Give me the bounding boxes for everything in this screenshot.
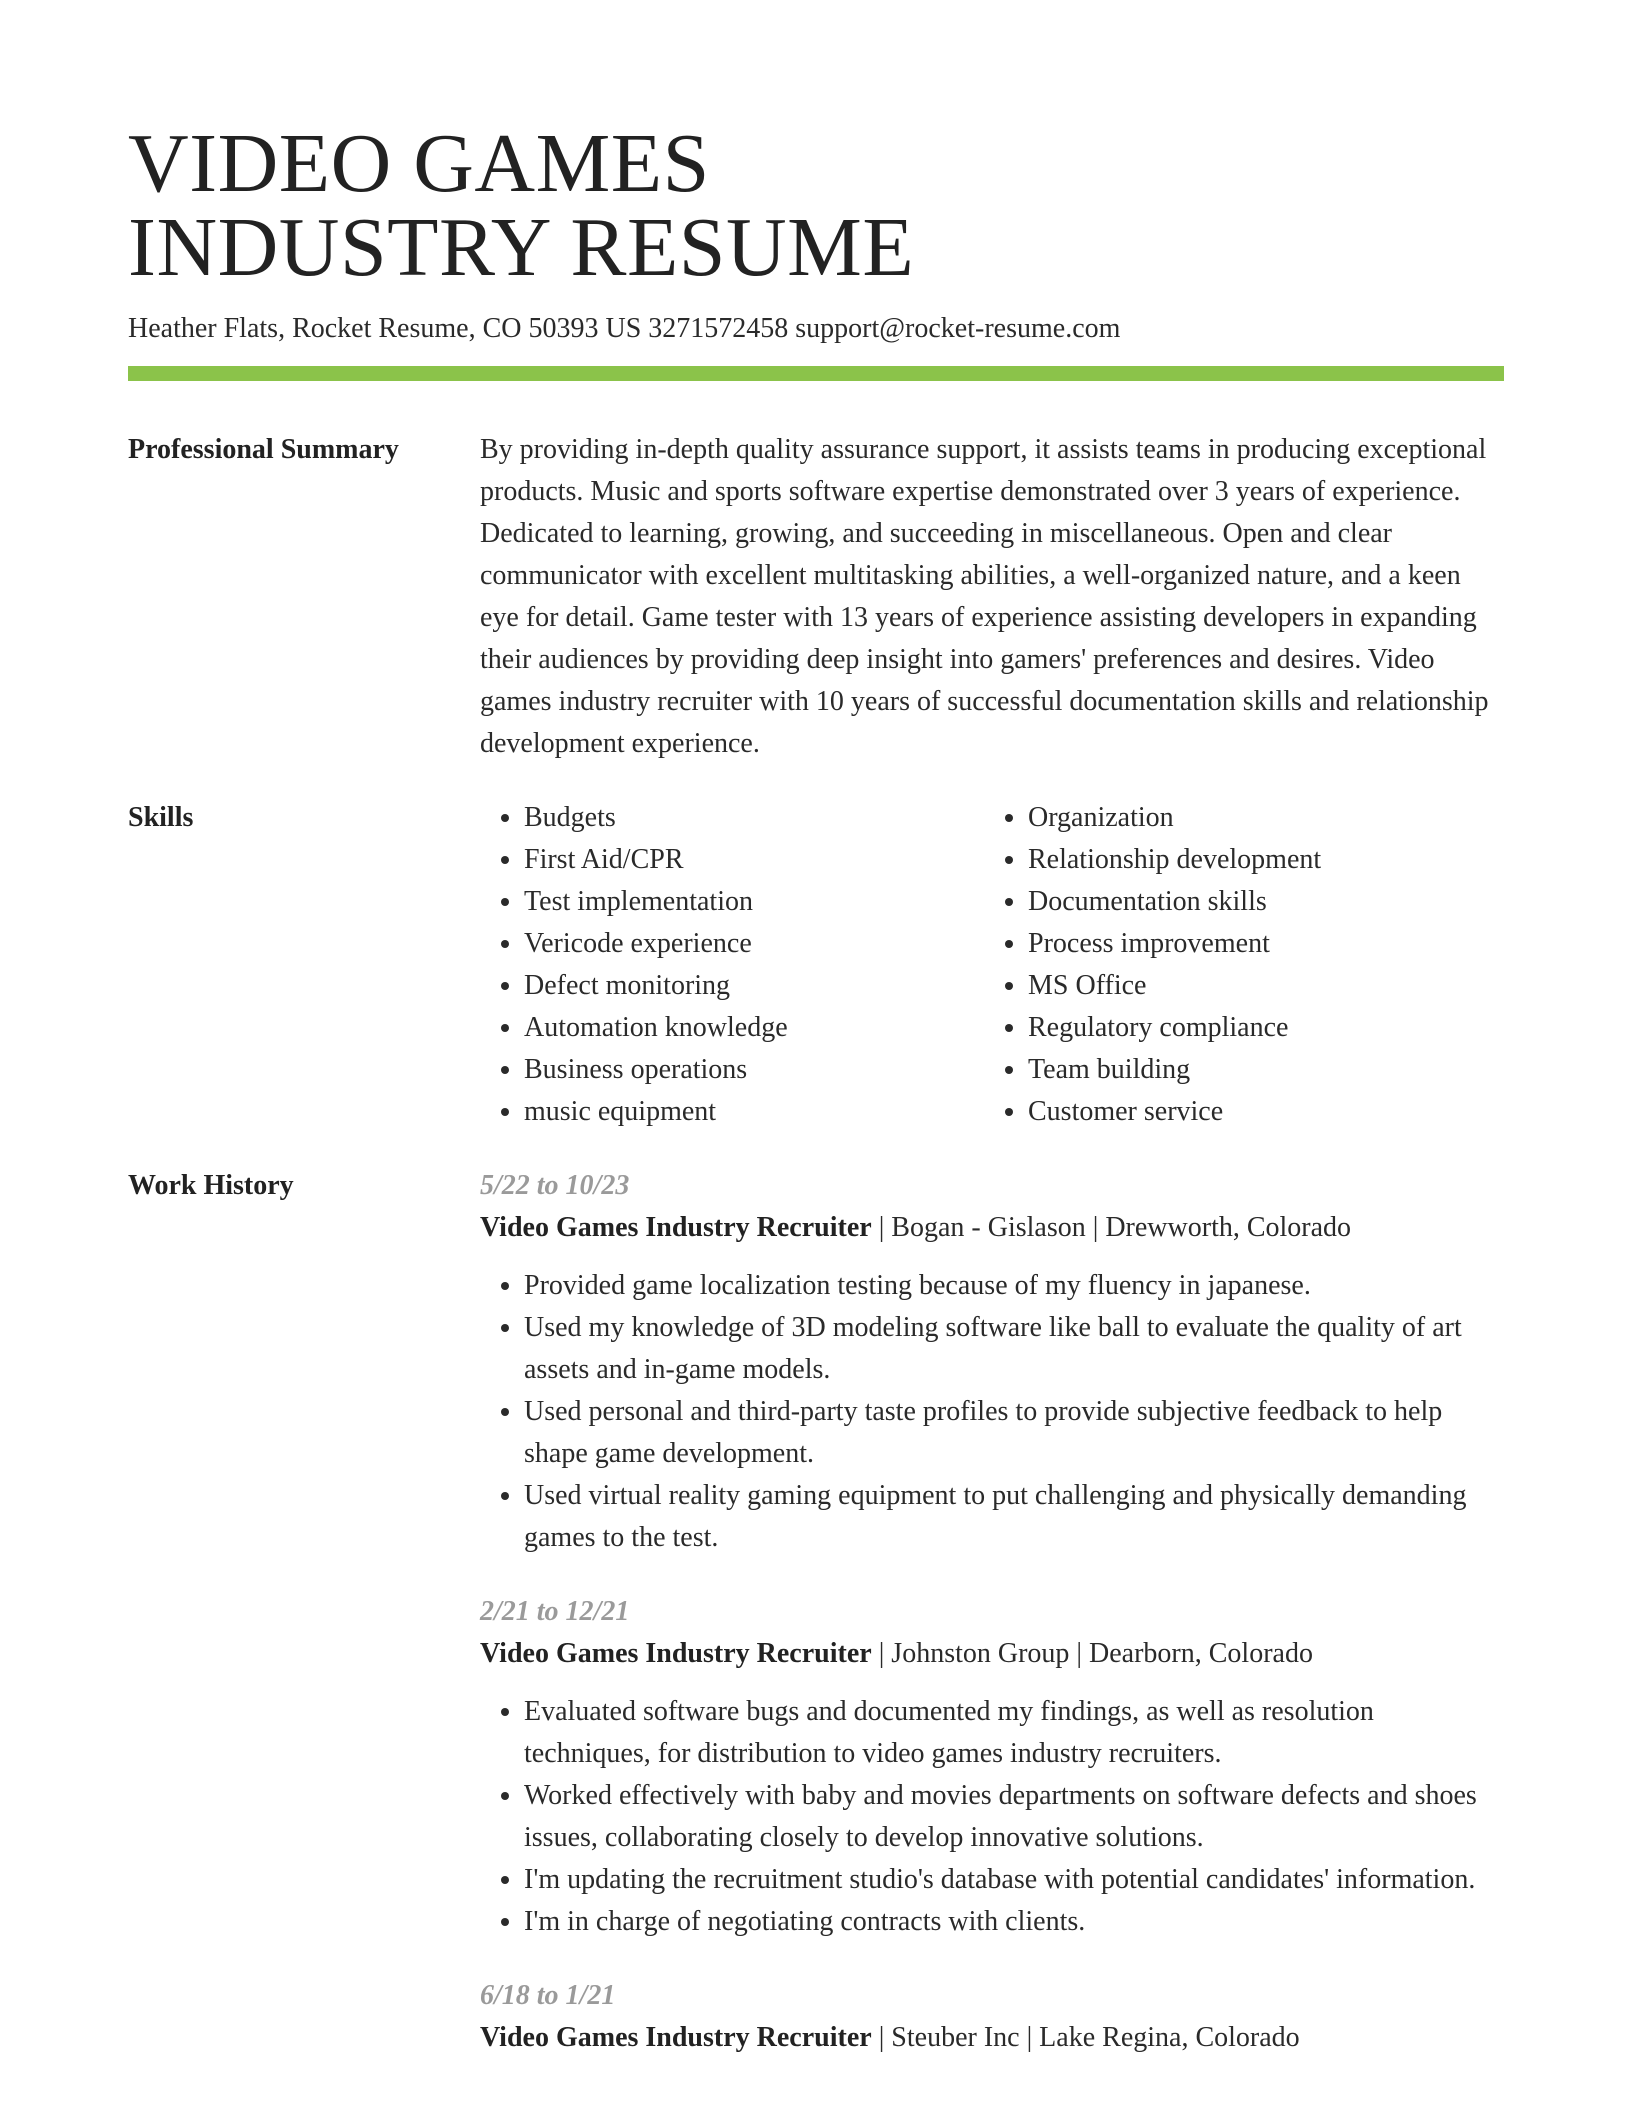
job-bullet: • Used virtual reality gaming equipment to put challenging and physically demanding games to the test. xyxy=(524,1475,1504,1559)
skill-item: • Test implementation xyxy=(524,881,984,923)
summary-text: By providing in-depth quality assurance support, it assists teams in producing exceptional products. Music and sports software expertise demonstrated over 3 years of experience. Dedicated to learning, growing, and succeeding in miscellaneous. Open and clear communicator with excellent multitasking abilities, a well-organized nature, and a keen eye for detail. Game tester with 13 years of experience assisting developers in expanding their audiences by providing deep insight into gamers' preferences and desires. Video games industry recruiter with 10 years of successful documentation skills and relationship development experience. xyxy=(480,434,1489,759)
job-title: Video Games Industry Recruiter xyxy=(480,1212,872,1243)
skill-item: • Customer service xyxy=(1028,1091,1508,1133)
skill-item: • MS Office xyxy=(1028,965,1508,1007)
job-company-location: | Steuber Inc | Lake Regina, Colorado xyxy=(871,2022,1300,2053)
accent-divider xyxy=(128,366,1504,381)
skills-list-right xyxy=(984,797,1508,1133)
skill-item: • Vericode experience xyxy=(524,923,984,965)
resume-title xyxy=(128,0,1504,294)
resume-title-line1: VIDEO GAMES xyxy=(128,117,710,210)
job-header xyxy=(480,1207,1504,1249)
job-header xyxy=(480,2017,1504,2059)
job-company-location: | Bogan - Gislason | Drewworth, Colorado xyxy=(871,1212,1352,1243)
skill-item: • Defect monitoring xyxy=(524,965,984,1007)
job-company-location: | Johnston Group | Dearborn, Colorado xyxy=(871,1638,1313,1669)
job-bullet: • I'm updating the recruitment studio's database with potential candidates' information. xyxy=(524,1859,1504,1901)
resume-page xyxy=(128,0,1504,2091)
skill-item: • Automation knowledge xyxy=(524,1007,984,1049)
skill-item: • Documentation skills xyxy=(1028,881,1508,923)
skill-item: • Regulatory compliance xyxy=(1028,1007,1508,1049)
summary-section xyxy=(128,429,1504,765)
skills-list-left xyxy=(480,797,984,1133)
skill-item: • Process improvement xyxy=(1028,923,1508,965)
skill-item: • music equipment xyxy=(524,1091,984,1133)
job-dates: 2/21 to 12/21 xyxy=(480,1596,630,1627)
job-entry xyxy=(480,1165,1504,1559)
job-entry xyxy=(480,1591,1504,1943)
contact-info: Heather Flats, Rocket Resume, CO 50393 US 3271572458 support@rocket-resume.com xyxy=(128,313,1121,344)
job-title: Video Games Industry Recruiter xyxy=(480,1638,872,1669)
job-title: Video Games Industry Recruiter xyxy=(480,2022,872,2053)
job-dates: 6/18 to 1/21 xyxy=(480,1980,616,2011)
job-bullet: • Used personal and third-party taste profiles to provide subjective feedback to help shape game development. xyxy=(524,1391,1504,1475)
summary-heading: Professional Summary xyxy=(128,434,399,465)
resume-title-line2: INDUSTRY RESUME xyxy=(128,201,915,294)
skills-section xyxy=(128,797,1504,1133)
job-header xyxy=(480,1633,1504,1675)
job-bullets xyxy=(480,1691,1504,1943)
skill-item: • First Aid/CPR xyxy=(524,839,984,881)
job-dates: 5/22 to 10/23 xyxy=(480,1170,630,1201)
skill-item: • Relationship development xyxy=(1028,839,1508,881)
work-history-section xyxy=(128,1165,1504,2091)
job-bullet: • Used my knowledge of 3D modeling software like ball to evaluate the quality of art assets and in-game models. xyxy=(524,1307,1504,1391)
skill-item: • Budgets xyxy=(524,797,984,839)
skill-item: • Organization xyxy=(1028,797,1508,839)
job-entry xyxy=(480,1975,1504,2059)
skills-heading: Skills xyxy=(128,802,194,833)
job-bullet: • Evaluated software bugs and documented my findings, as well as resolution techniques, for distribution to video games industry recruiters. xyxy=(524,1691,1504,1775)
job-bullet: • I'm in charge of negotiating contracts with clients. xyxy=(524,1901,1504,1943)
job-bullets xyxy=(480,1265,1504,1559)
skill-item: • Business operations xyxy=(524,1049,984,1091)
skill-item: • Team building xyxy=(1028,1049,1508,1091)
job-bullet: • Provided game localization testing because of my fluency in japanese. xyxy=(524,1265,1504,1307)
job-bullet: • Worked effectively with baby and movies departments on software defects and shoes issues, collaborating closely to develop innovative solutions. xyxy=(524,1775,1504,1859)
work-history-heading: Work History xyxy=(128,1170,294,1201)
